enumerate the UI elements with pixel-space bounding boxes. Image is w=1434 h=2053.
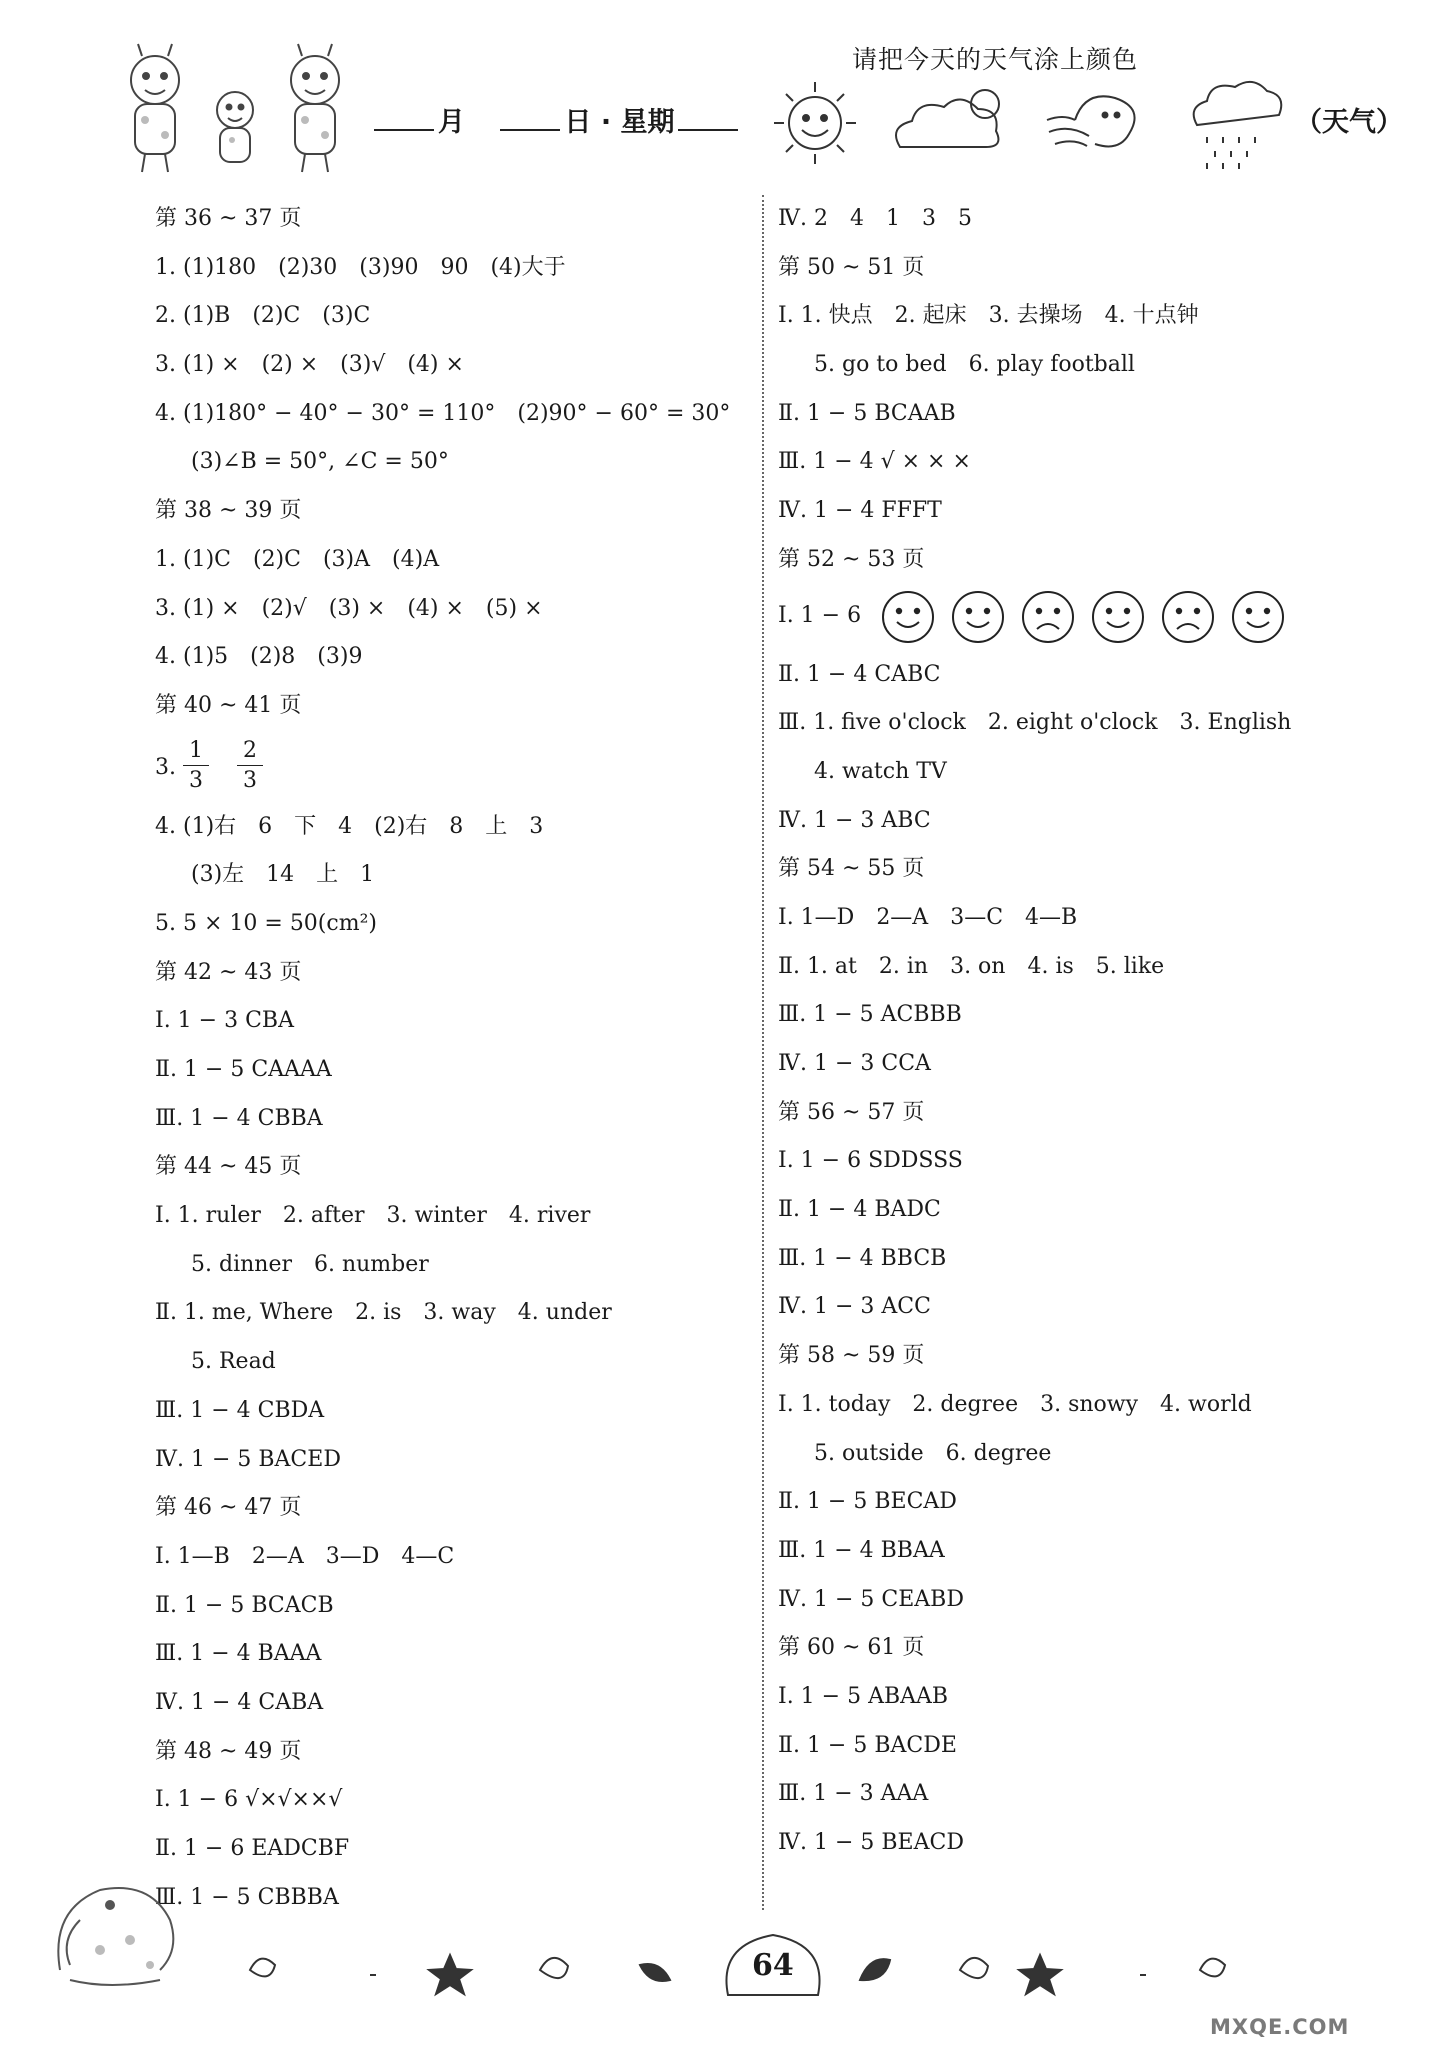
answer-line: 4. (1)5 (2)8 (3)9 — [155, 644, 363, 670]
section-heading: 第 48 ~ 49 页 — [155, 1738, 302, 1764]
answer-line: Ⅲ. 1 − 5 CBBBA — [155, 1884, 339, 1910]
happy-face-icon — [1090, 589, 1146, 645]
answer-line: Ⅰ. 1. ruler 2. after 3. winter 4. river — [155, 1203, 591, 1229]
answer-line: Ⅲ. 1 − 4 BBAA — [778, 1537, 945, 1563]
answer-line: 4. (1)右 6 下 4 (2)右 8 上 3 — [155, 813, 544, 839]
answer-line: 5. 5 × 10 = 50(cm²) — [155, 910, 377, 936]
fraction-denominator: 3 — [189, 767, 203, 793]
answer-line: 5. Read — [191, 1349, 276, 1375]
answer-line: 4. watch TV — [814, 758, 947, 784]
answer-line: 5. outside 6. degree — [814, 1440, 1052, 1466]
answer-line: Ⅰ. 1 − 5 ABAAB — [778, 1683, 949, 1709]
answer-line: 5. go to bed 6. play football — [814, 352, 1135, 378]
giraffe-cartoon-icon — [110, 40, 360, 180]
site-watermark: MXQE.COM — [1210, 2015, 1350, 2039]
answers-left-column — [155, 195, 735, 1922]
fraction-two-thirds — [237, 737, 263, 794]
page-number: 64 — [752, 1948, 794, 1983]
fraction-denominator: 3 — [243, 767, 257, 793]
column-divider — [762, 195, 764, 1910]
weekday-blank[interactable] — [678, 109, 738, 131]
day-label: 日 — [564, 107, 592, 138]
answer-line: Ⅲ. 1 − 4 √ × × × — [778, 449, 971, 475]
answer-line: (3)左 14 上 1 — [191, 862, 375, 888]
cloudy-weather-icon[interactable] — [885, 82, 1015, 162]
answer-line: Ⅰ. 1—D 2—A 3—C 4—B — [778, 904, 1078, 930]
answer-line: 1. (1)C (2)C (3)A (4)A — [155, 546, 440, 572]
answer-line: Ⅳ. 1 − 4 FFFT — [778, 498, 942, 524]
sad-face-icon — [1160, 589, 1216, 645]
day-blank[interactable] — [500, 109, 560, 131]
section-heading: 第 38 ~ 39 页 — [155, 498, 302, 524]
answer-line: Ⅱ. 1. me, Where 2. is 3. way 4. under — [155, 1300, 612, 1326]
smiley-answer-line — [778, 585, 1378, 651]
fraction-one-third — [183, 737, 209, 794]
answer-line: Ⅱ. 1 − 5 BACDE — [778, 1732, 957, 1758]
section-heading: 第 56 ~ 57 页 — [778, 1099, 925, 1125]
answer-line: Ⅳ. 2 4 1 3 5 — [778, 206, 972, 231]
page-header — [0, 0, 1434, 190]
answer-line: Ⅲ. 1 − 3 AAA — [778, 1781, 929, 1807]
date-line — [370, 100, 742, 139]
section-heading: 第 50 ~ 51 页 — [778, 254, 925, 280]
answer-line: Ⅳ. 1 − 3 ABC — [778, 807, 931, 833]
weather-instruction: 请把今天的天气涂上颜色 — [852, 45, 1139, 74]
answer-line: Ⅰ. 1. 快点 2. 起床 3. 去操场 4. 十点钟 — [778, 303, 1199, 329]
answer-line: Ⅲ. 1 − 4 CBDA — [155, 1397, 325, 1423]
sunny-weather-icon[interactable] — [770, 78, 860, 168]
page-footer — [0, 1880, 1434, 2053]
answer-line: Ⅲ. 1 − 4 BAAA — [155, 1641, 322, 1667]
answer-line: (3)∠B = 50°, ∠C = 50° — [191, 449, 449, 475]
weather-label: （天气） — [1295, 107, 1403, 138]
answer-line: 4. (1)180° − 40° − 30° = 110° (2)90° − 60° = 30° — [155, 400, 731, 426]
answer-line: Ⅰ. 1 − 6 √×√××√ — [155, 1787, 343, 1813]
rainy-weather-icon[interactable] — [1185, 75, 1285, 175]
sad-face-icon — [1020, 589, 1076, 645]
answer-line: Ⅲ. 1. five o'clock 2. eight o'clock 3. English — [778, 710, 1292, 736]
answer-line: Ⅱ. 1 − 5 BCAAB — [778, 400, 956, 426]
answer-line: 2. (1)B (2)C (3)C — [155, 303, 371, 329]
answer-line: Ⅲ. 1 − 5 ACBBB — [778, 1002, 962, 1028]
section-heading: 第 58 ~ 59 页 — [778, 1343, 925, 1369]
answer-line: Ⅳ. 1 − 4 CABA — [155, 1689, 324, 1715]
answer-line: 1. (1)180 (2)30 (3)90 90 (4)大于 — [155, 254, 566, 280]
weekday-label: 星期 — [620, 107, 675, 138]
happy-face-icon — [950, 589, 1006, 645]
answer-line: Ⅱ. 1 − 5 CAAAA — [155, 1057, 332, 1082]
fraction-numerator: 1 — [183, 737, 209, 766]
answer-line: Ⅳ. 1 − 5 BEACD — [778, 1830, 964, 1855]
answer-line: Ⅰ. 1 − 3 CBA — [155, 1008, 294, 1034]
fraction-item-number: 3. — [155, 754, 176, 780]
fraction-answer-line — [155, 731, 735, 803]
section-heading: 第 36 ~ 37 页 — [155, 206, 302, 231]
month-label: 月 — [438, 107, 465, 138]
answer-line: Ⅳ. 1 − 3 CCA — [778, 1051, 931, 1076]
happy-face-icon — [1230, 589, 1286, 645]
section-heading: 第 46 ~ 47 页 — [155, 1495, 302, 1521]
smiley-item-label: Ⅰ. 1 − 6 — [778, 602, 862, 628]
answer-line: Ⅰ. 1 − 6 SDDSSS — [778, 1148, 963, 1174]
section-heading: 第 52 ~ 53 页 — [778, 546, 925, 572]
answer-line: Ⅰ. 1. today 2. degree 3. snowy 4. world — [778, 1391, 1252, 1417]
month-blank[interactable] — [374, 109, 434, 131]
windy-weather-icon[interactable] — [1045, 80, 1155, 165]
section-heading: 第 54 ~ 55 页 — [778, 856, 925, 882]
dot-separator: · — [600, 107, 612, 138]
section-heading: 第 44 ~ 45 页 — [155, 1154, 302, 1180]
elephant-cartoon-icon — [40, 1850, 190, 2000]
answer-line: Ⅰ. 1—B 2—A 3—D 4—C — [155, 1543, 455, 1569]
section-heading: 第 60 ~ 61 页 — [778, 1635, 925, 1661]
section-heading: 第 40 ~ 41 页 — [155, 692, 302, 718]
answer-line: Ⅱ. 1 − 6 EADCBF — [155, 1836, 350, 1861]
answers-right-column — [778, 195, 1378, 1868]
answer-line: Ⅱ. 1 − 4 CABC — [778, 661, 941, 687]
answer-line: Ⅱ. 1 − 4 BADC — [778, 1197, 941, 1223]
fraction-numerator: 2 — [237, 737, 263, 766]
answer-line: Ⅱ. 1. at 2. in 3. on 4. is 5. like — [778, 953, 1165, 979]
answer-line: 5. dinner 6. number — [191, 1251, 429, 1277]
answer-line: 3. (1) × (2)√ (3) × (4) × (5) × — [155, 595, 543, 621]
answer-line: 3. (1) × (2) × (3)√ (4) × — [155, 352, 464, 378]
answer-line: Ⅲ. 1 − 4 BBCB — [778, 1245, 947, 1271]
answer-line: Ⅱ. 1 − 5 BCACB — [155, 1592, 334, 1618]
answer-line: Ⅳ. 1 − 5 CEABD — [778, 1586, 964, 1612]
answer-line: Ⅳ. 1 − 3 ACC — [778, 1294, 931, 1320]
section-heading: 第 42 ~ 43 页 — [155, 959, 302, 985]
happy-face-icon — [880, 589, 936, 645]
answer-line: Ⅱ. 1 − 5 BECAD — [778, 1489, 957, 1515]
answer-line: Ⅲ. 1 − 4 CBBA — [155, 1105, 323, 1131]
answer-line: Ⅳ. 1 − 5 BACED — [155, 1446, 341, 1472]
